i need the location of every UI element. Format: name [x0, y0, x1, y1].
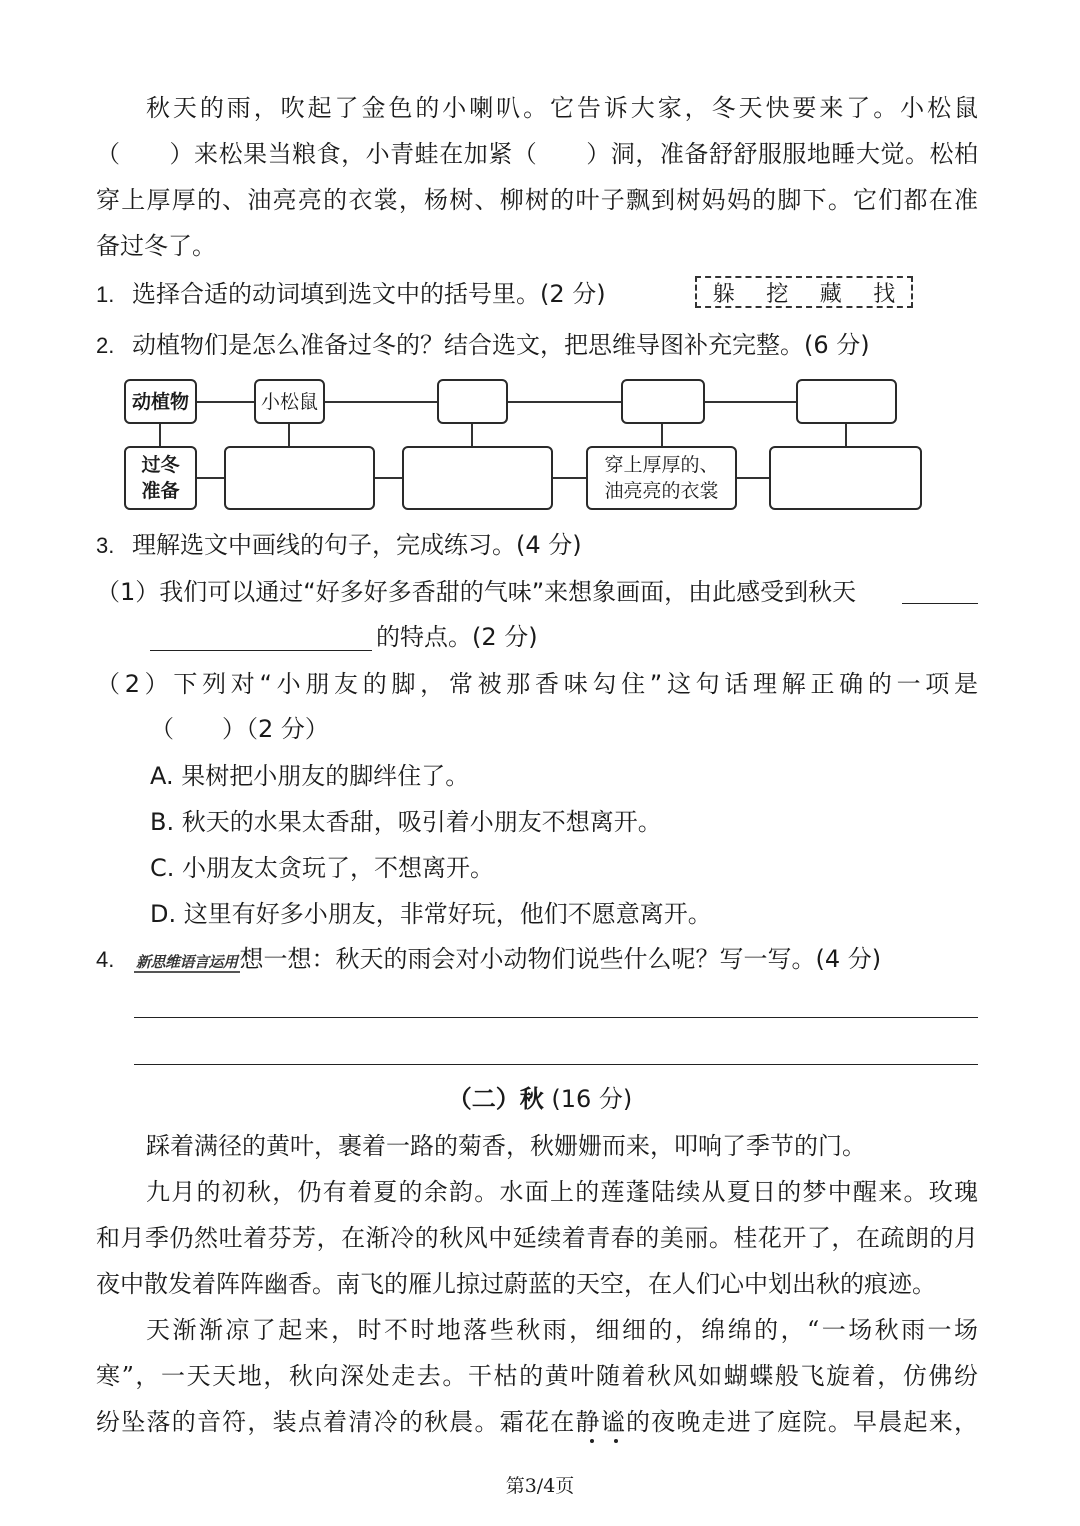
passage1-line-4: 备过冬了。 — [96, 232, 216, 260]
question-3-sub1-line1: （1）我们可以通过“好多好多香甜的气味”来想象画面，由此感受到秋天 — [96, 578, 857, 606]
mind-map-top-blank-1[interactable] — [437, 379, 508, 424]
word-choice-3: 藏 — [819, 281, 842, 307]
writing-line[interactable] — [134, 1017, 978, 1018]
mind-map-root-animals-plants: 动植物 — [124, 379, 197, 424]
passage1-line-3: 穿上厚厚的、油亮亮的衣裳，杨树、柳树的叶子飘到树妈妈的脚下。它们都在准 — [96, 186, 978, 214]
question-4-text: 想一想：秋天的雨会对小动物们说些什么呢？写一写。(4 分) — [239, 945, 882, 973]
question-1-number: 1. — [96, 282, 115, 307]
question-2-text: 动植物们是怎么准备过冬的？结合选文，把思维导图补充完整。(6 分) — [132, 331, 870, 359]
question-3 — [96, 528, 582, 563]
question-3-number: 3. — [96, 533, 115, 558]
mind-map-bottom-blank-2[interactable] — [402, 446, 553, 510]
answer-blank-line[interactable] — [902, 603, 978, 604]
option-d[interactable]: D. 这里有好多小朋友，非常好玩，他们不愿意离开。 — [150, 900, 712, 928]
passage1-line-2: （ ）来松果当粮食，小青蛙在加紧（ ）洞，准备舒舒服服地睡大觉。松柏 — [96, 140, 978, 168]
mind-map-bottom-blank-1[interactable] — [224, 446, 375, 510]
section-2-score: (16 分) — [551, 1085, 633, 1113]
option-b[interactable]: B. 秋天的水果太香甜，吸引着小朋友不想离开。 — [150, 808, 662, 836]
word-choice-2: 挖 — [766, 281, 789, 307]
mind-map-bottom-blank-3[interactable] — [769, 446, 922, 510]
section-2-line-4: 夜中散发着阵阵幽香。南飞的雁儿掠过蔚蓝的天空，在人们心中划出秋的痕迹。 — [96, 1270, 936, 1298]
mind-map-top-blank-2[interactable] — [621, 379, 705, 424]
word-choice-1: 躲 — [712, 281, 735, 307]
section-2-line-6: 寒”，一天天地，秋向深处走去。干枯的黄叶随着秋风如蝴蝶般飞旋着，仿佛纷 — [96, 1362, 978, 1390]
question-1-text: 选择合适的动词填到选文中的括号里。(2 分) — [132, 280, 606, 308]
question-3-sub2-line2[interactable]: （ ）（2 分） — [150, 715, 329, 743]
question-3-sub1-line2: 的特点。(2 分) — [376, 623, 538, 651]
section-2-line-7: 纷坠落的音符，装点着清冷的秋晨。霜花在静谧的夜晚走进了庭院。早晨起来， — [96, 1408, 978, 1436]
section-2-line-3: 和月季仍然吐着芬芳，在渐冷的秋风中延续着青春的美丽。桂花开了，在疏朗的月 — [96, 1224, 978, 1252]
section-2-line-5: 天渐渐凉了起来，时不时地落些秋雨，细细的，绵绵的，“一场秋雨一场 — [146, 1316, 978, 1344]
mind-map-root-winter-prep: 过冬准备 — [124, 446, 197, 510]
option-c[interactable]: C. 小朋友太贪玩了，不想离开。 — [150, 854, 495, 882]
page-number: 第3/4页 — [505, 1475, 575, 1497]
question-4 — [96, 942, 881, 979]
question-2-number: 2. — [96, 333, 115, 358]
mind-map-bottom-pine-clothes: 穿上厚厚的、油亮亮的衣裳 — [586, 446, 737, 510]
question-3-sub2-line1: （2）下列对“小朋友的脚，常被那香味勾住”这句话理解正确的一项是 — [96, 670, 978, 698]
emphasis-dot — [590, 1439, 594, 1443]
answer-blank-line[interactable] — [150, 650, 372, 651]
mind-map-top-blank-3[interactable] — [796, 379, 897, 424]
question-3-text: 理解选文中画线的句子，完成练习。(4 分) — [132, 531, 582, 559]
section-2-line-2: 九月的初秋，仍有着夏的余韵。水面上的莲蓬陆续从夏日的梦中醒来。玫瑰 — [146, 1178, 978, 1206]
emphasis-dot — [614, 1439, 618, 1443]
option-a[interactable]: A. 果树把小朋友的脚绊住了。 — [150, 762, 470, 790]
writing-line[interactable] — [134, 1064, 978, 1065]
section-2-title: （二）秋 — [447, 1085, 544, 1113]
word-choice-4: 找 — [873, 281, 896, 307]
section-2-line-1: 踩着满径的黄叶，裹着一路的菊香，秋姗姗而来，叩响了季节的门。 — [146, 1132, 866, 1160]
mind-map-top-squirrel: 小松鼠 — [254, 379, 325, 424]
section-2-heading — [0, 1082, 1080, 1116]
new-thinking-badge: 新思维语言运用 — [136, 953, 238, 971]
question-4-number: 4. — [96, 947, 115, 972]
passage1-line-1: 秋天的雨，吹起了金色的小喇叭。它告诉大家，冬天快要来了。小松鼠 — [146, 94, 978, 122]
